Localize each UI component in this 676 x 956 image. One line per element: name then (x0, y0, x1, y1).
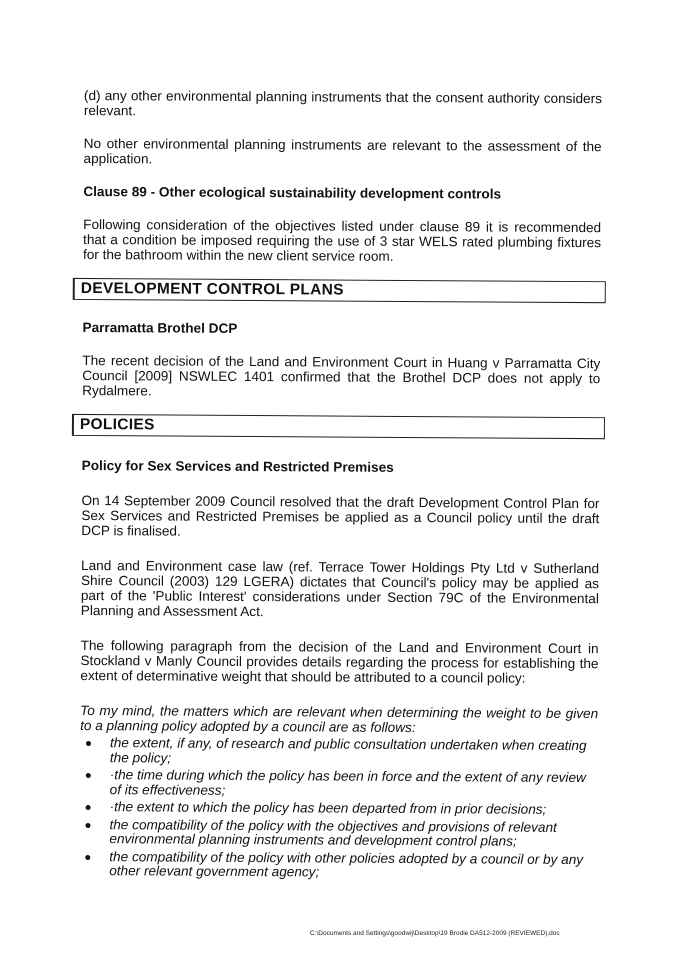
quote-bullet-item: the compatibility of the policy with other policies adopted by a council or by any other relevant government agency; (79, 849, 597, 881)
section-header-dcp (73, 278, 606, 303)
quote-bullet-item: ·the extent to which the policy has been departed from in prior decisions; (80, 800, 598, 818)
clause89-heading: Clause 89 - Other ecological sustainability development controls (83, 183, 502, 202)
footer-file-path: C:\Documents and Settings\goodwij\Desktop\19 Brodie DA512-2009 (REVIEWED).doc (310, 930, 560, 937)
para-d: (d) any other environmental planning instruments that the consent authority considers relevant. (83, 88, 602, 119)
bullet-icon (85, 823, 90, 828)
policy-paragraph-3: The following paragraph from the decision of the Land and Environment Court in Stockland v Manly Council provides details regarding the process for establishing the extent of determinative weight that should be attributed to a council policy: (80, 637, 599, 686)
section-title-dcp: DEVELOPMENT CONTROL PLANS (80, 279, 344, 299)
policy-paragraph-1: On 14 September 2009 Council resolved that the draft Development Control Plan for Sex Services and Restricted Premises be applied as a Council policy until the draft DCP is finalised. (81, 492, 600, 539)
brothel-dcp-text: The recent decision of the Land and Environment Court in Huang v Parramatta City Council [2009] NSWLEC 1401 confirmed that the Brothel DCP does not apply to Rydalmere. (82, 352, 601, 399)
bullet-icon (86, 805, 91, 810)
para-no-other: No other environmental planning instruments are relevant to the assessment of the application. (83, 135, 602, 167)
quote-bullet-item: the compatibility of the policy with the objectives and provisions of relevant environmental planning instruments and development control plans; (79, 817, 597, 849)
quote-bullet-item: ·the time during which the policy has been in force and the extent of any review of its effectiveness; (80, 768, 598, 800)
policy-paragraph-2: Land and Environment case law (ref. Terrace Tower Holdings Pty Ltd v Sutherland Shire Council (2003) 129 LGERA) dictates that Council's policy may be applied as part of the 'Public Interest' considerations under Section 79C of the Environmental Planning and Assessment Act. (80, 557, 600, 620)
section-header-policies (72, 414, 605, 439)
quote-bullet-list (79, 736, 598, 882)
quote-bullet-item: the extent, if any, of research and public consultation undertaken when creating the policy; (80, 736, 598, 768)
section-title-policies: POLICIES (79, 415, 155, 434)
brothel-dcp-heading: Parramatta Brothel DCP (82, 319, 238, 336)
page-content (79, 88, 602, 885)
bullet-icon (86, 773, 91, 778)
clause89-text: Following consideration of the objectives listed under clause 89 it is recommended that a condition be imposed requiring the use of 3 star WELS rated plumbing fixtures for the bathroom within the new client service room. (82, 216, 602, 264)
bullet-icon (85, 855, 90, 860)
quote-intro: To my mind, the matters which are relevant when determining the weight to be given to a planning policy adopted by a council are as follows: (80, 702, 599, 736)
policy-heading: Policy for Sex Services and Restricted Premises (81, 457, 394, 475)
bullet-icon (86, 741, 91, 746)
